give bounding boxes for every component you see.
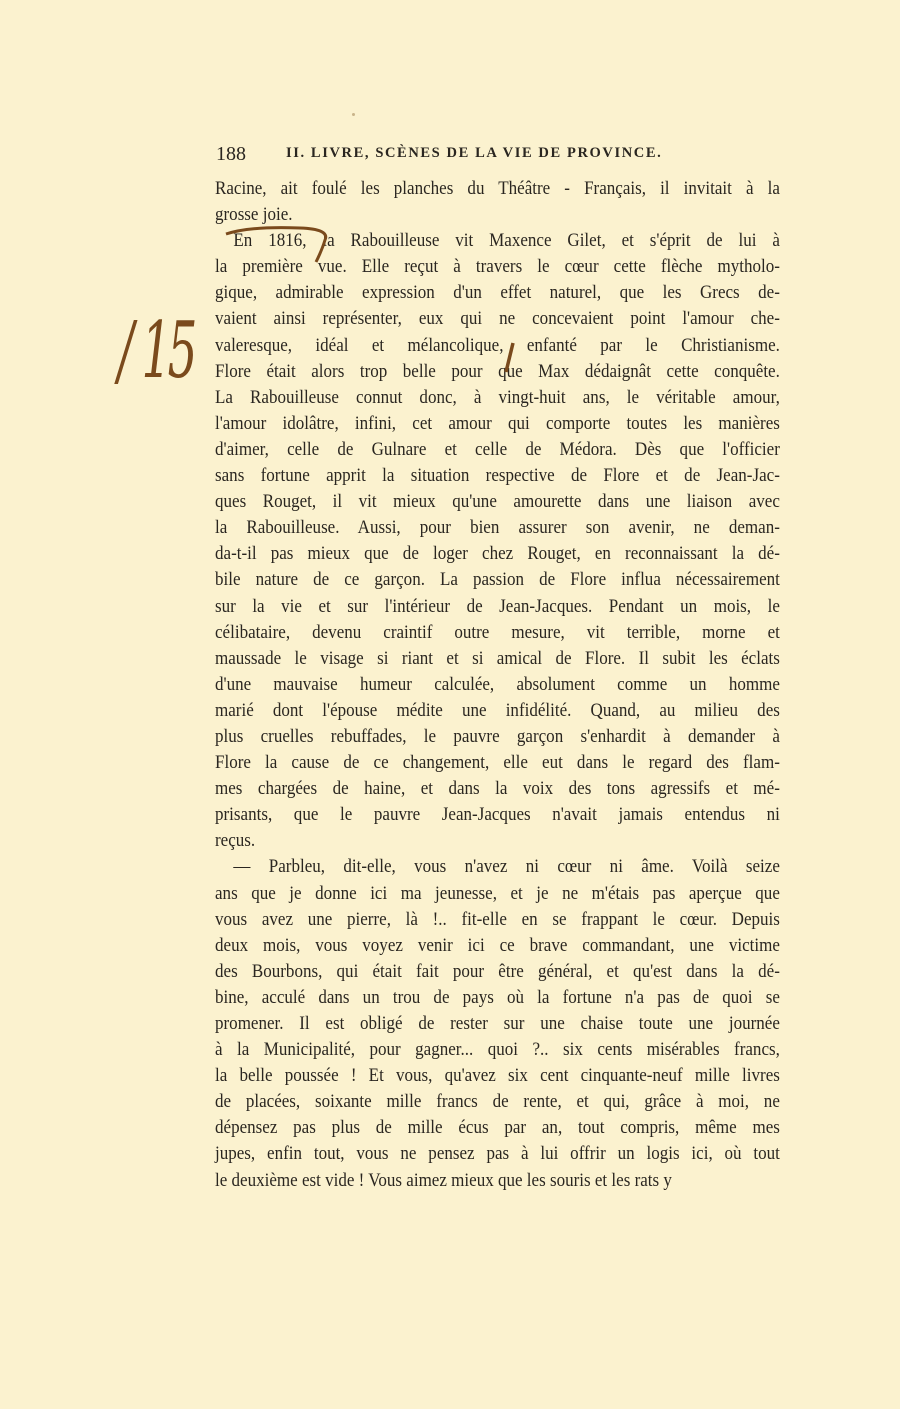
text-line: maussade le visage si riant et si amical de Flore. Il subit les éclats xyxy=(215,648,780,669)
text-line: gique, admirable expression d'un effet naturel, que les Grecs de- xyxy=(215,283,780,304)
text-line: valeresque, idéal et mélancolique, enfanté par le Christianisme. xyxy=(215,335,780,356)
text-line: bine, acculé dans un trou de pays où la fortune n'a pas de quoi se xyxy=(215,987,780,1008)
text-line: En 1816, la Rabouilleuse vit Maxence Gilet, et s'éprit de lui à xyxy=(233,231,780,252)
text-line: sans fortune apprit la situation respective de Flore et de Jean-Jac- xyxy=(215,466,780,487)
text-line: vous avez une pierre, là !.. fit-elle en se frappant le cœur. Depuis xyxy=(215,909,780,930)
text-line: bile nature de ce garçon. La passion de Flore influa nécessairement xyxy=(215,570,780,591)
text-line: marié dont l'épouse médite une infidélité. Quand, au milieu des xyxy=(215,700,780,721)
text-line: deux mois, vous voyez venir ici ce brave commandant, une victime xyxy=(215,935,780,956)
text-line: la Rabouilleuse. Aussi, pour bien assurer son avenir, ne deman- xyxy=(215,518,780,539)
text-line: Racine, ait foulé les planches du Théâtre - Français, il invitait à la xyxy=(215,179,780,199)
page-number: 188 xyxy=(216,143,246,165)
text-line: d'une mauvaise humeur calculée, absolument comme un homme xyxy=(215,674,780,695)
text-line: jupes, enfin tout, vous ne pensez pas à lui offrir un logis ici, où tout xyxy=(215,1144,780,1165)
text-line: ans que je donne ici ma jeunesse, et je ne m'étais pas aperçue que xyxy=(215,883,780,904)
text-line: reçus. xyxy=(215,831,256,852)
text-line: de placées, soixante mille francs de rente, et qui, grâce à moi, ne xyxy=(215,1092,780,1113)
text-line: da-t-il pas mieux que de loger chez Rouget, en reconnaissant la dé- xyxy=(215,544,780,565)
text-line: la belle poussée ! Et vous, qu'avez six cent cinquante-neuf mille livres xyxy=(215,1066,780,1087)
text-line: des Bourbons, qui était fait pour être général, et qu'est dans la dé- xyxy=(215,961,780,982)
text-line: le deuxième est vide ! Vous aimez mieux que les souris et les rats y xyxy=(215,1170,672,1191)
text-line: à la Municipalité, pour gagner... quoi ?.. six cents misérables francs, xyxy=(215,1040,780,1061)
text-line: Flore était alors trop belle pour que Max dédaignât cette conquête. xyxy=(215,361,780,382)
text-line: l'amour idolâtre, infini, cet amour qui comporte toutes les manières xyxy=(215,413,780,434)
text-line: dépensez pas plus de mille écus par an, tout compris, même mes xyxy=(215,1118,780,1139)
paragraph-break-mark xyxy=(226,228,326,262)
text-line: sur la vie et sur l'intérieur de Jean-Jacques. Pendant un mois, le xyxy=(215,596,780,617)
text-line: La Rabouilleuse connut donc, à vingt-huit ans, le véritable amour, xyxy=(215,387,780,408)
text-line: vaient ainsi représenter, eux qui ne concevaient point l'amour che- xyxy=(215,309,780,330)
text-line: prisants, que le pauvre Jean-Jacques n'avait jamais entendus ni xyxy=(215,805,780,826)
comma-insert-mark xyxy=(506,343,513,372)
text-line: la première vue. Elle reçut à travers le cœur cette flèche mytholo- xyxy=(215,257,780,278)
text-line: d'aimer, celle de Gulnare et celle de Médora. Dès que l'officier xyxy=(215,439,780,460)
text-line: — Parbleu, dit-elle, vous n'avez ni cœur ni âme. Voilà seize xyxy=(233,857,780,878)
text-line: grosse joie. xyxy=(215,205,293,226)
text-line: mes chargées de haine, et dans la voix des tons agressifs et mé- xyxy=(215,779,780,800)
handwritten-margin-note: / 15 xyxy=(118,306,194,396)
text-line: Flore la cause de ce changement, elle eut dans le regard des flam- xyxy=(215,753,780,774)
text-line: promener. Il est obligé de rester sur une chaise toute une journée xyxy=(215,1014,780,1034)
text-line: ques Rouget, il vit mieux qu'une amourette dans une liaison avec xyxy=(215,492,780,513)
text-line: célibataire, devenu craintif outre mesure, vit terrible, morne et xyxy=(215,622,780,643)
text-line: plus cruelles rebuffades, le pauvre garçon s'enhardit à demander à xyxy=(215,726,780,747)
running-title: II. LIVRE, SCÈNES DE LA VIE DE PROVINCE. xyxy=(286,145,663,161)
